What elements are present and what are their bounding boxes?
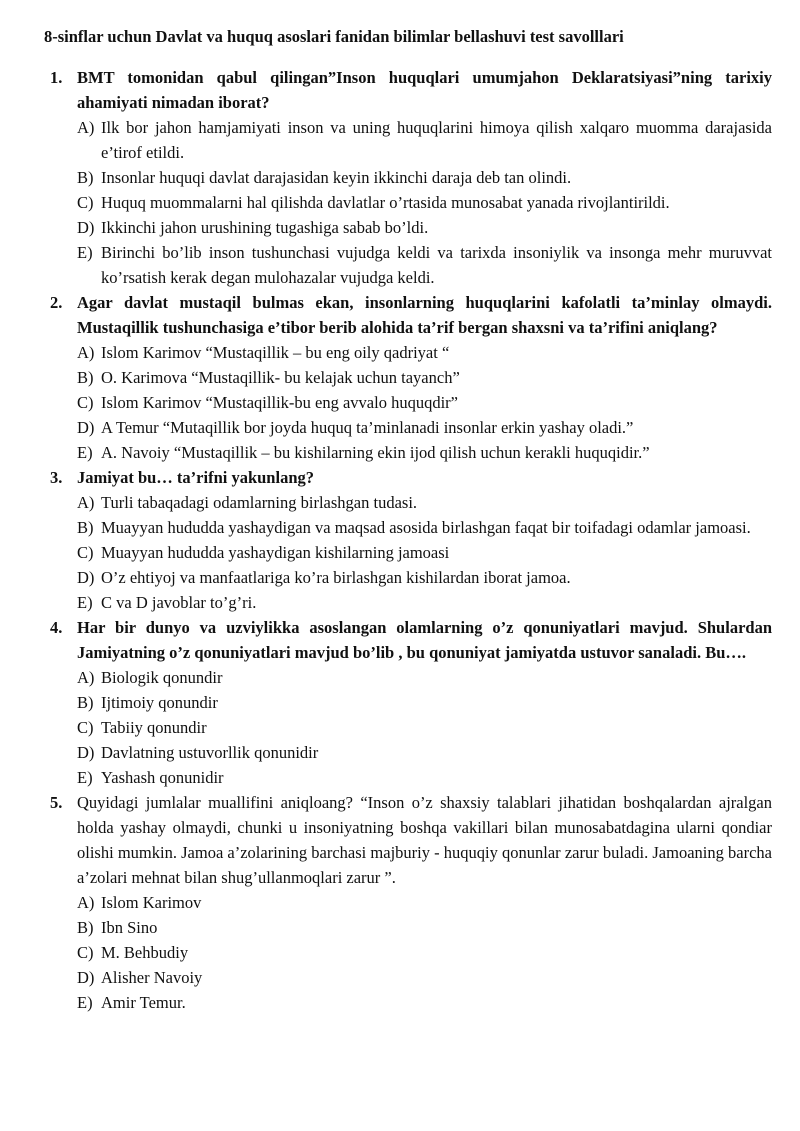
answer-option-c <box>77 190 772 215</box>
question-number: 2. <box>50 293 63 312</box>
option-letter: E) <box>77 993 93 1012</box>
answer-option-d <box>77 215 772 240</box>
answer-option-a <box>77 490 772 515</box>
answer-option-e <box>77 990 772 1015</box>
answer-option-b <box>77 165 772 190</box>
question-text: BMT tomonidan qabul qilingan”Inson huquqlari umumjahon Deklaratsiyasi”ning tarixiy ahamiyati nimadan iborat? <box>77 68 772 112</box>
question-3 <box>50 465 772 615</box>
option-text: Biologik qonundir <box>101 668 223 687</box>
option-letter: D) <box>77 568 95 587</box>
option-letter: E) <box>77 243 93 262</box>
option-text: Yashash qonunidir <box>101 768 224 787</box>
option-text: Ijtimoiy qonundir <box>101 693 218 712</box>
question-text: Jamiyat bu… ta’rifni yakunlang? <box>77 468 314 487</box>
question-number: 4. <box>50 618 63 637</box>
option-text: Davlatning ustuvorllik qonunidir <box>101 743 319 762</box>
option-letter: E) <box>77 443 93 462</box>
option-text: Tabiiy qonundir <box>101 718 207 737</box>
option-letter: A) <box>77 493 95 512</box>
option-letter: A) <box>77 343 95 362</box>
option-text: Ibn Sino <box>101 918 158 937</box>
option-letter: B) <box>77 368 94 387</box>
option-letter: C) <box>77 393 94 412</box>
option-text: Huquq muommalarni hal qilishda davlatlar o’rtasida munosabat yanada rivojlantirildi. <box>101 193 670 212</box>
option-letter: D) <box>77 218 95 237</box>
option-letter: C) <box>77 543 94 562</box>
option-text: Ikkinchi jahon urushining tugashiga sabab bo’ldi. <box>101 218 429 237</box>
option-text: Turli tabaqadagi odamlarning birlashgan tudasi. <box>101 493 418 512</box>
option-letter: A) <box>77 893 95 912</box>
question-4 <box>50 615 772 790</box>
answer-option-b <box>77 915 772 940</box>
option-letter: C) <box>77 718 94 737</box>
question-2 <box>50 290 772 465</box>
option-letter: D) <box>77 968 95 987</box>
option-text: M. Behbudiy <box>101 943 189 962</box>
option-letter: E) <box>77 768 93 787</box>
answer-option-d <box>77 565 772 590</box>
option-letter: B) <box>77 518 94 537</box>
answer-option-b <box>77 365 772 390</box>
option-letter: A) <box>77 118 95 137</box>
question-text: Har bir dunyo va uzviylikka asoslangan olamlarning o’z qonuniyatlari mavjud. Shulardan Jamiyatning o’z qonuniyatlari mavjud bo’lib , bu qonuniyat jamiyatda ustuvor sanaladi. Bu…. <box>77 618 772 662</box>
answer-option-c <box>77 715 772 740</box>
option-letter: B) <box>77 168 94 187</box>
answer-option-b <box>77 690 772 715</box>
option-letter: B) <box>77 693 94 712</box>
option-letter: A) <box>77 668 95 687</box>
option-letter: C) <box>77 943 94 962</box>
option-text: Insonlar huquqi davlat darajasidan keyin ikkinchi daraja deb tan olindi. <box>101 168 572 187</box>
question-5 <box>50 790 772 1015</box>
answer-option-d <box>77 740 772 765</box>
answer-option-e <box>77 590 772 615</box>
option-text: Amir Temur. <box>101 993 186 1012</box>
answer-options <box>77 890 772 1015</box>
option-text: O. Karimova “Mustaqillik- bu kelajak uchun tayanch” <box>101 368 460 387</box>
answer-option-c <box>77 390 772 415</box>
option-letter: E) <box>77 593 93 612</box>
question-1 <box>50 65 772 290</box>
answer-option-a <box>77 115 772 165</box>
answer-options <box>77 490 772 615</box>
answer-options <box>77 665 772 790</box>
answer-option-d <box>77 415 772 440</box>
option-text: Islom Karimov <box>101 893 202 912</box>
answer-option-b <box>77 515 772 540</box>
answer-option-a <box>77 665 772 690</box>
option-text: A Temur “Mutaqillik bor joyda huquq ta’minlanadi insonlar erkin yashay oladi.” <box>101 418 634 437</box>
question-number: 5. <box>50 793 63 812</box>
answer-option-c <box>77 540 772 565</box>
question-text: Quyidagi jumlalar muallifini aniqloang? “Inson o’z shaxsiy talablari jihatidan boshqalardan ajralgan holda yashay olmaydi, chunki u insoniyatning boshqa vakillari bilan munosabatdagina ularni qondiar olishi mumkin. Jamoa a’zolarining barchasi majburiy - huquqiy qonunlar zarur buladi. Jamoaning barcha a’zolari mehnat bilan shug’ullanmoqlari zarur ”. <box>77 793 772 887</box>
answer-option-a <box>77 340 772 365</box>
answer-option-e <box>77 440 772 465</box>
option-text: Islom Karimov “Mustaqillik-bu eng avvalo huquqdir” <box>101 393 458 412</box>
option-text: C va D javoblar to’g’ri. <box>101 593 257 612</box>
option-text: Islom Karimov “Mustaqillik – bu eng oily qadriyat “ <box>101 343 450 362</box>
option-text: Alisher Navoiy <box>101 968 203 987</box>
question-text: Agar davlat mustaqil bulmas ekan, insonlarning huquqlarini kafolatli ta’minlay olmaydi. Mustaqillik tushunchasiga e’tibor berib alohida ta’rif bergan shaxsni va ta’rifini aniqlang? <box>77 293 772 337</box>
question-list <box>50 65 772 1015</box>
option-text: Ilk bor jahon hamjamiyati inson va uning huquqlarini himoya qilish xalqaro muomma darajasida e’tirof etildi. <box>101 118 772 162</box>
answer-option-a <box>77 890 772 915</box>
answer-option-e <box>77 240 772 290</box>
question-number: 3. <box>50 468 63 487</box>
answer-options <box>77 340 772 465</box>
option-text: O’z ehtiyoj va manfaatlariga ko’ra birlashgan kishilardan iborat jamoa. <box>101 568 571 587</box>
option-text: Birinchi bo’lib inson tushunchasi vujudga keldi va tarixda insoniylik va insonga mehr muruvvat ko’rsatish kerak degan mulohazalar vujudga keldi. <box>101 243 772 287</box>
option-letter: D) <box>77 743 95 762</box>
answer-option-e <box>77 765 772 790</box>
answer-options <box>77 115 772 290</box>
option-letter: B) <box>77 918 94 937</box>
answer-option-c <box>77 940 772 965</box>
question-number: 1. <box>50 68 63 87</box>
option-letter: D) <box>77 418 95 437</box>
answer-option-d <box>77 965 772 990</box>
option-text: Muayyan hududda yashaydigan kishilarning jamoasi <box>101 543 450 562</box>
option-letter: C) <box>77 193 94 212</box>
document-title: 8-sinflar uchun Davlat va huquq asoslari fanidan bilimlar bellashuvi test savolllari <box>44 27 624 46</box>
option-text: A. Navoiy “Mustaqillik – bu kishilarning ekin ijod qilish uchun kerakli huquqidir.” <box>101 443 650 462</box>
option-text: Muayyan hududda yashaydigan va maqsad asosida birlashgan faqat bir toifadagi odamlar jamoasi. <box>101 518 751 537</box>
